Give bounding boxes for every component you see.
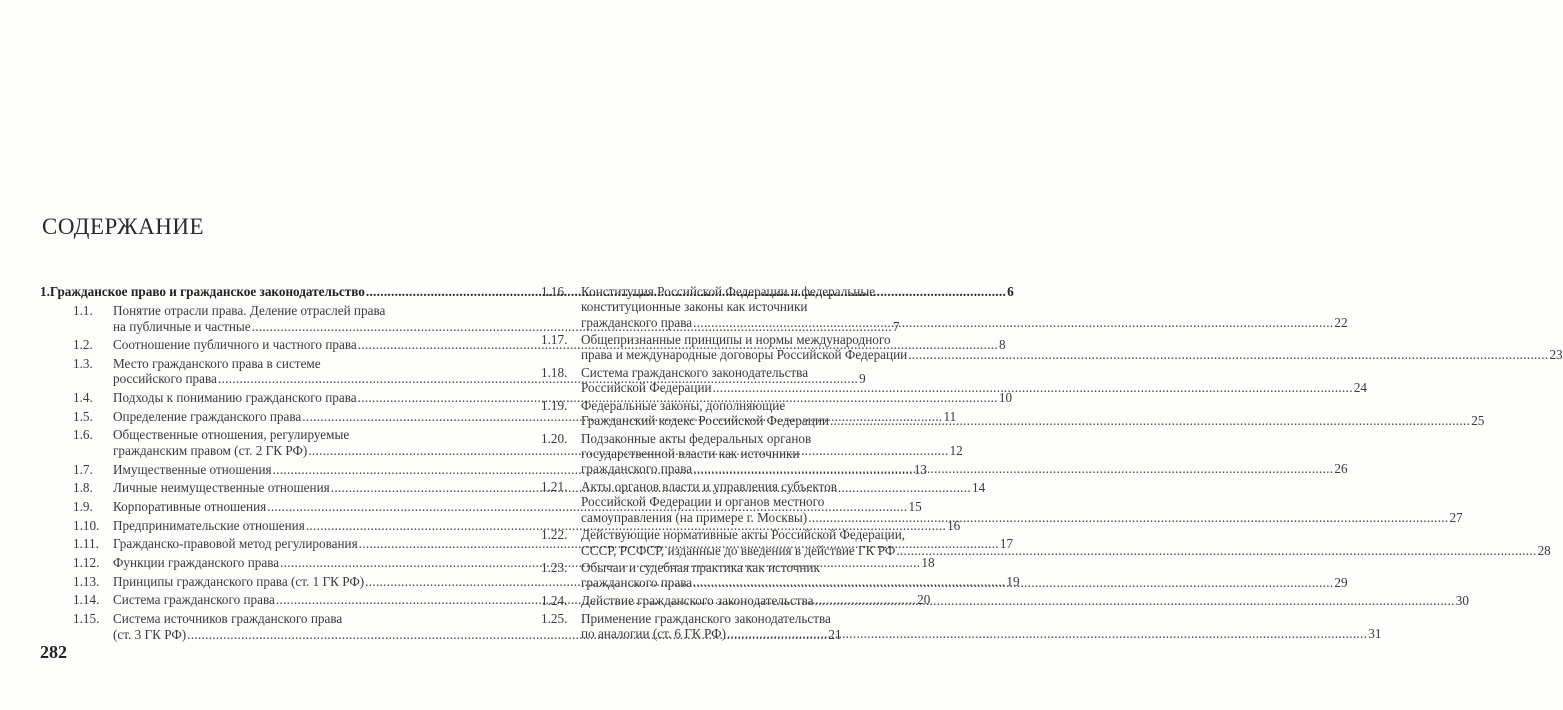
entry-title-line: Система гражданского законодательства: [581, 365, 809, 381]
entry-number: 1.10.: [73, 517, 100, 533]
entry-number: 1.5.: [73, 408, 93, 424]
entry-number: 1.20.: [541, 430, 568, 446]
entry-title-line: Гражданско-правовой метод регулирования: [113, 536, 358, 552]
entry-title-line: самоуправления (на примере г. Москвы): [581, 509, 808, 525]
dot-leader: [814, 593, 1454, 608]
entry-page: 17: [999, 536, 1014, 552]
entry-page: 22: [1334, 314, 1348, 330]
entry-page: 21: [828, 626, 842, 642]
entry-page: 20: [917, 592, 931, 608]
entry-page: 12: [949, 442, 963, 458]
dot-leader: [808, 510, 1448, 525]
entry-page: 8: [999, 337, 1006, 353]
entry-number: 1.22.: [541, 527, 568, 543]
entry-number: 1.6.: [73, 427, 93, 443]
chapter-number: 1.: [40, 284, 50, 299]
entry-number: 1.25.: [541, 610, 568, 626]
dot-leader: [896, 543, 1536, 558]
entry-page: 16: [947, 517, 961, 533]
entry-title-line: Имущественные отношения: [113, 461, 272, 477]
entry-number: 1.15.: [73, 611, 100, 627]
entry-page: 27: [1449, 509, 1463, 525]
entry-title-line: (ст. 3 ГК РФ): [113, 626, 187, 642]
entry-number: 1.23.: [541, 560, 568, 576]
toc-entry[interactable]: [541, 365, 1368, 396]
entry-number: 1.12.: [73, 555, 100, 571]
dot-leader: [908, 347, 1548, 362]
entry-title-line: гражданского права: [581, 314, 693, 330]
entry-title-line: СССР, РСФСР, изданные до введения в действие ГК РФ: [581, 542, 896, 558]
entry-title-line: Действующие нормативные акты Российской Федерации,: [581, 527, 906, 543]
entry-number: 1.13.: [73, 573, 100, 589]
entry-title-line: по аналогии (ст. 6 ГК РФ): [581, 625, 726, 641]
entry-title-line: государственной власти как источники: [581, 446, 800, 462]
entry-number: 1.14.: [73, 592, 100, 608]
entry-number: 1.16.: [541, 284, 568, 299]
entry-title-line: гражданским правом (ст. 2 ГК РФ): [113, 442, 308, 458]
entry-title-line: Подходы к пониманию гражданского права: [113, 390, 357, 406]
entry-title-line: на публичные и частные: [113, 318, 251, 334]
entry-number: 1.3.: [73, 355, 93, 371]
entry-title-line: Функции гражданского права: [113, 555, 280, 571]
entry-title-line: Предпринимательские отношения: [113, 517, 305, 533]
toc-entry[interactable]: [541, 593, 1469, 609]
entry-title-line: Действие гражданского законодательства: [581, 593, 814, 609]
entry-number: 1.2.: [73, 337, 93, 353]
entry-page: 25: [1471, 413, 1485, 429]
entry-title-line: гражданского права: [581, 575, 693, 591]
entry-title-line: гражданского права: [581, 461, 693, 477]
toc-entry[interactable]: [541, 610, 1382, 642]
entry-title-line: Общественные отношения, регулируемые: [113, 427, 350, 443]
entry-number: 1.24.: [541, 593, 568, 609]
entry-title-line: Принципы гражданского права (ст. 1 ГК РФ): [113, 573, 365, 589]
entry-number: 1.1.: [73, 303, 93, 318]
entry-title-line: Личные неимущественные отношения: [113, 480, 330, 496]
entry-number: 1.19.: [541, 397, 568, 413]
entry-page: 28: [1537, 542, 1551, 558]
entry-title-line: Акты органов власти и управления субъектов: [581, 479, 837, 495]
dot-leader: [713, 380, 1353, 395]
entry-number: 1.7.: [73, 461, 93, 477]
entry-page: 19: [1006, 573, 1020, 589]
dot-leader: [693, 461, 1333, 476]
entry-page: 26: [1334, 461, 1348, 477]
chapter-page: 6: [1007, 284, 1014, 299]
toc-entry[interactable]: [541, 332, 1563, 363]
entry-page: 30: [1455, 593, 1469, 609]
entry-title-line: Определение гражданского права: [113, 408, 302, 424]
entry-page: 14: [971, 480, 986, 496]
entry-title-line: российского права: [113, 371, 217, 387]
entry-title-line: Российской Федерации: [581, 380, 712, 396]
entry-number: 1.18.: [541, 365, 568, 381]
entry-title-line: Подзаконные акты федеральных органов: [581, 430, 812, 446]
entry-title-line: Соотношение публичного и частного права: [113, 337, 357, 353]
chapter-title: Гражданское право и гражданское законодательство: [49, 284, 365, 299]
entry-title-line: Применение гражданского законодательства: [581, 610, 831, 626]
entry-number: 1.9.: [73, 499, 93, 514]
toc-entry[interactable]: [541, 430, 1348, 477]
page-title: СОДЕРЖАНИЕ: [42, 214, 205, 239]
entry-title-line: Российской Федерации и органов местного: [581, 494, 825, 510]
toc-entry[interactable]: [73, 573, 1020, 590]
entry-title-line: Конституция Российской Федерации и федеральные: [581, 284, 876, 299]
entry-title-line: Общепризнанные принципы и нормы международного: [581, 332, 891, 348]
entry-number: 1.11.: [73, 536, 99, 552]
entry-title-line: права и международные договоры Российской Федерации: [581, 347, 908, 363]
dot-leader: [727, 626, 1367, 641]
entry-page: 13: [913, 461, 928, 477]
entry-page: 18: [921, 555, 935, 571]
dot-leader: [830, 413, 1470, 428]
entry-title-line: Корпоративные отношения: [113, 499, 267, 514]
entry-title-line: Обычаи и судебная практика как источник: [581, 560, 820, 576]
entry-page: 7: [892, 318, 900, 334]
entry-page: 11: [943, 408, 957, 424]
entry-title-line: Место гражданского права в системе: [113, 355, 321, 371]
entry-page: 24: [1353, 380, 1368, 396]
entry-title-line: Федеральные законы, дополняющие: [581, 397, 786, 413]
page-number: 282: [40, 642, 67, 662]
dot-leader: [693, 575, 1333, 590]
entry-title-line: конституционные законы как источники: [581, 299, 808, 315]
entry-title-line: Гражданский кодекс Российской Федерации: [581, 413, 829, 429]
entry-number: 1.8.: [73, 480, 93, 496]
toc-entry[interactable]: [541, 284, 1348, 330]
entry-number: 1.17.: [541, 332, 568, 348]
entry-title-line: Система источников гражданского права: [113, 611, 343, 627]
entry-number: 1.4.: [73, 390, 93, 406]
entry-title-line: Система гражданского права: [113, 592, 275, 608]
entry-page: 31: [1368, 625, 1382, 641]
entry-page: 10: [998, 390, 1013, 406]
entry-page: 9: [859, 371, 866, 387]
entry-page: 29: [1334, 575, 1348, 591]
entry-number: 1.21.: [541, 479, 568, 495]
dot-leader: [693, 315, 1333, 330]
entry-page: 15: [908, 499, 922, 514]
entry-title-line: Понятие отрасли права. Деление отраслей права: [113, 303, 386, 318]
entry-page: 23: [1549, 347, 1563, 363]
